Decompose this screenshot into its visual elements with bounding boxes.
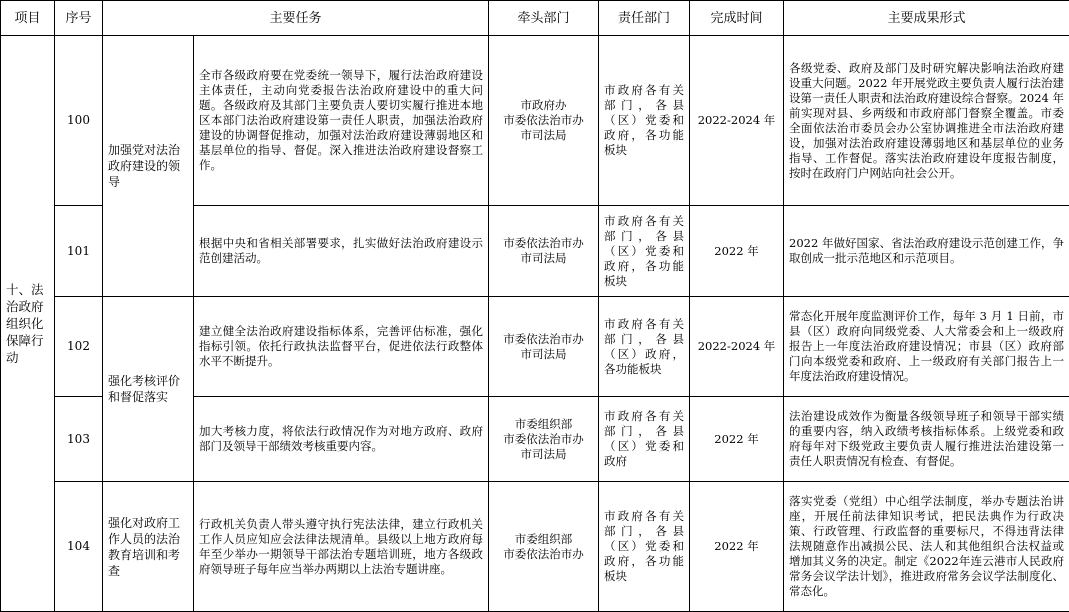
subtask-cell: 强化考核评价和督促落实	[103, 297, 194, 482]
project-cell: 十、法治政府组织化保障行动	[1, 36, 55, 612]
header-resp-dept: 责任部门	[599, 1, 690, 36]
table-row	[1, 297, 1069, 397]
result-cell: 2022 年做好国家、省法治政府建设示范创建工作，争取创成一批示范地区和示范项目。	[784, 206, 1069, 297]
subtask-cell: 加强党对法治政府建设的领导	[103, 36, 194, 297]
header-main-task: 主要任务	[103, 1, 489, 36]
lead-dept-cell: 市委组织部 市委依法治市办	[489, 482, 599, 612]
header-lead-dept: 牵头部门	[489, 1, 599, 36]
header-number: 序号	[55, 1, 103, 36]
resp-dept-cell: 市政府各有关部门，各县（区）党委和政府	[599, 397, 690, 482]
task-cell: 根据中央和省相关部署要求，扎实做好法治政府建设示范创建活动。	[194, 206, 489, 297]
table-row	[1, 36, 1069, 206]
time-cell: 2022 年	[690, 397, 784, 482]
resp-dept-cell: 市政府各有关部门，各县（区）政府，各功能板块	[599, 297, 690, 397]
result-cell: 法治建设成效作为衡量各级领导班子和领导干部实绩的重要内容，纳入政绩考核指标体系。上级党委和政府每年对下级党政主要负责人履行推进法治建设第一责任人职责情况有检查、有督促。	[784, 397, 1069, 482]
time-cell: 2022-2024 年	[690, 36, 784, 206]
table-row	[1, 482, 1069, 612]
time-cell: 2022 年	[690, 482, 784, 612]
row-number: 101	[55, 206, 103, 297]
task-cell: 全市各级政府要在党委统一领导下，履行法治政府建设主体责任，主动向党委报告法治政府建设中的重大问题。各级政府及其部门主要负责人要切实履行推进本地区本部门法治政府建设第一责任人职责，加强法治政府建设的协调督促推动，加强对法治政府建设薄弱地区和基层单位的指导、督促。深入推进法治政府建设督察工作。	[194, 36, 489, 206]
task-cell: 行政机关负责人带头遵守执行宪法法律，建立行政机关工作人员应知应会法律法规清单。县级以上地方政府每年至少举办一期领导干部法治专题培训班，地方各级政府领导班子每年应当举办两期以上法治专题讲座。	[194, 482, 489, 612]
row-number: 100	[55, 36, 103, 206]
result-cell: 落实党委（党组）中心组学法制度，举办专题法治讲座，开展任前法律知识考试，把民法典作为行政决策、行政管理、行政监督的重要标尺，不得违背法律法规随意作出减损公民、法人和其他组织合法权益或增加其义务的决定。制定《2022年连云港市人民政府常务会议学法计划》，推进政府常务会议学法制度化、常态化。	[784, 482, 1069, 612]
row-number: 103	[55, 397, 103, 482]
header-main-results: 主要成果形式	[784, 1, 1069, 36]
header-completion-time: 完成时间	[690, 1, 784, 36]
resp-dept-cell: 市政府各有关部门，各县（区）党委和政府，各功能板块	[599, 36, 690, 206]
row-number: 104	[55, 482, 103, 612]
task-cell: 建立健全法治政府建设指标体系，完善评估标准，强化指标引领。依托行政执法监督平台，促进依法行政整体水平不断提升。	[194, 297, 489, 397]
time-cell: 2022 年	[690, 206, 784, 297]
header-project: 项目	[1, 1, 55, 36]
resp-dept-cell: 市政府各有关部门，各县（区）党委和政府，各功能板块	[599, 206, 690, 297]
task-cell: 加大考核力度，将依法行政情况作为对地方政府、政府部门及领导干部绩效考核重要内容。	[194, 397, 489, 482]
lead-dept-cell: 市委组织部 市委依法治市办 市司法局	[489, 397, 599, 482]
header-row	[1, 1, 1069, 36]
result-cell: 常态化开展年度监测评价工作，每年 3 月 1 日前，市县（区）政府向同级党委、人大常委会和上一级政府报告上一年度法治政府建设情况；市县（区）政府部门向本级党委和政府、上一级政府有关部门报告上一年度法治政府建设情况。	[784, 297, 1069, 397]
row-number: 102	[55, 297, 103, 397]
resp-dept-cell: 市政府各有关部门，各县（区）党委和政府，各功能板块	[599, 482, 690, 612]
lead-dept-cell: 市委依法治市办 市司法局	[489, 206, 599, 297]
lead-dept-cell: 市委依法治市办 市司法局	[489, 297, 599, 397]
time-cell: 2022-2024 年	[690, 297, 784, 397]
result-cell: 各级党委、政府及部门及时研究解决影响法治政府建设重大问题。2022 年开展党政主要负责人履行法治建设第一责任人职责和法治政府建设综合督察。2024 年前实现对县、乡两级和市政府部门督察全覆盖。市委全面依法治市委员会办公室协调推进全市法治政府建设，加强对法治政府建设薄弱地区和基层单位的业务指导、工作督促。落实法治政府建设年度报告制度，按时在政府门户网站向社会公开。	[784, 36, 1069, 206]
lead-dept-cell: 市政府办 市委依法治市办 市司法局	[489, 36, 599, 206]
subtask-cell: 强化对政府工作人员的法治教育培训和考查	[103, 482, 194, 612]
